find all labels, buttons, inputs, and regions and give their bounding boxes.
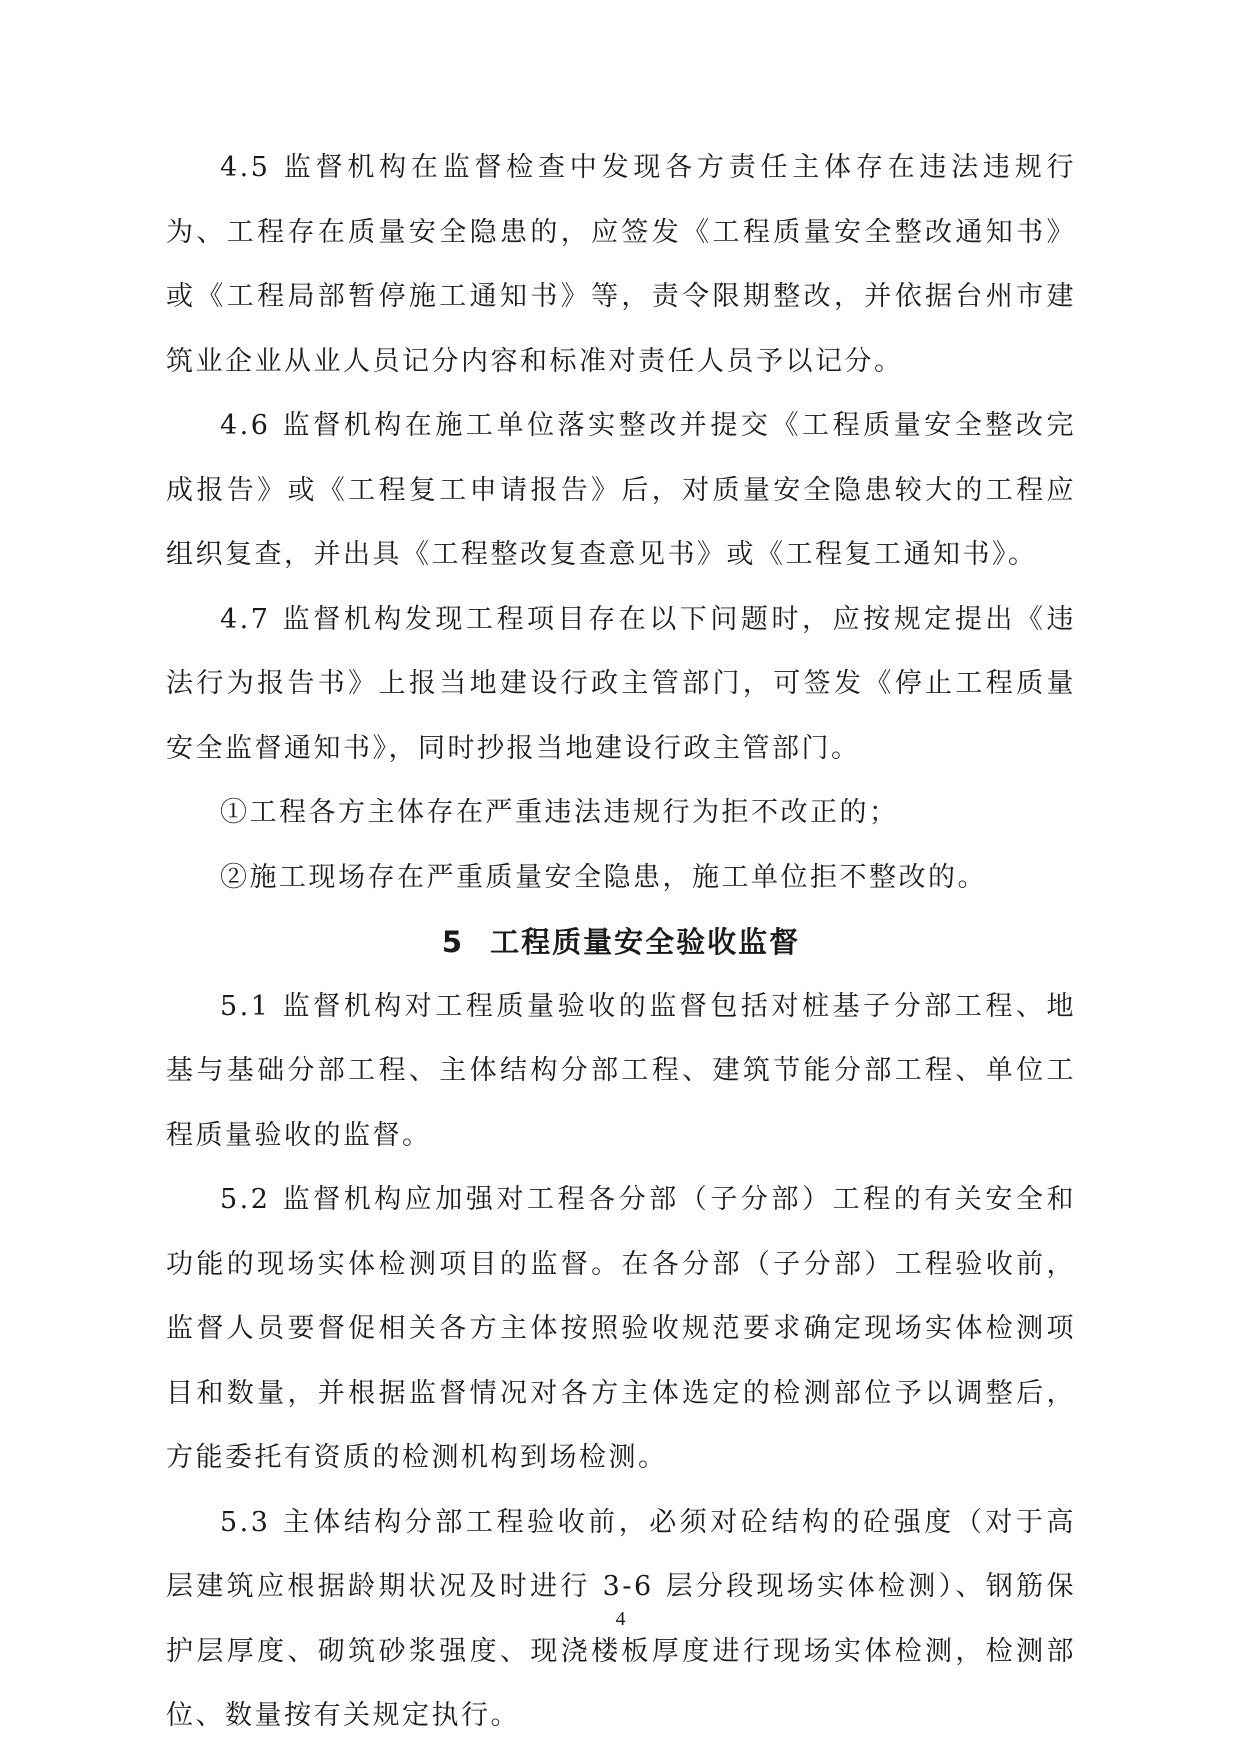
paragraph-4-6: 4.6 监督机构在施工单位落实整改并提交《工程质量安全整改完成报告》或《工程复工申请报告》后，对质量安全隐患较大的工程应组织复查，并出具《工程整改复查意见书》或《工程复工通知书》。 <box>166 410 1076 570</box>
paragraph-5-2: 5.2 监督机构应加强对工程各分部（子分部）工程的有关安全和功能的现场实体检测项目的监督。在各分部（子分部）工程验收前，监督人员要督促相关各方主体按照验收规范要求确定现场实体检测项目和数量，并根据监督情况对各方主体选定的检测部位予以调整后，方能委托有资质的检测机构到场检测。 <box>166 1184 1076 1473</box>
list-item-2: ②施工现场存在严重质量安全隐患，施工单位拒不整改的。 <box>220 861 987 893</box>
list-item-1: ①工程各方主体存在严重违法违规行为拒不改正的； <box>220 797 899 828</box>
paragraph-5-3: 5.3 主体结构分部工程验收前，必须对砼结构的砼强度（对于高层建筑应根据龄期状况及时进行 3-6 层分段现场实体检测）、钢筋保护层厚度、砌筑砂浆强度、现浇楼板厚度进行现场实体检测，检测部位、数量按有关规定执行。 <box>166 1506 1076 1731</box>
page-number: 4 <box>615 1608 626 1630</box>
section-heading <box>166 910 1076 975</box>
paragraph-5-1: 5.1 监督机构对工程质量验收的监督包括对桩基子分部工程、地基与基础分部工程、主体结构分部工程、建筑节能分部工程、单位工程质量验收的监督。 <box>166 990 1076 1151</box>
page-body <box>166 136 1076 1749</box>
section-number: 5 <box>441 925 465 959</box>
paragraph-4-5: 4.5 监督机构在监督检查中发现各方责任主体存在违法违规行为、工程存在质量安全隐患的，应签发《工程质量安全整改通知书》或《工程局部暂停施工通知书》等，责令限期整改，并依据台州市建筑业企业从业人员记分内容和标准对责任人员予以记分。 <box>166 152 1076 377</box>
paragraph-4-7: 4.7 监督机构发现工程项目存在以下问题时，应按规定提出《违法行为报告书》上报当地建设行政主管部门，可签发《停止工程质量安全监督通知书》，同时抄报当地建设行政主管部门。 <box>166 603 1076 764</box>
section-title: 工程质量安全验收监督 <box>490 925 801 959</box>
